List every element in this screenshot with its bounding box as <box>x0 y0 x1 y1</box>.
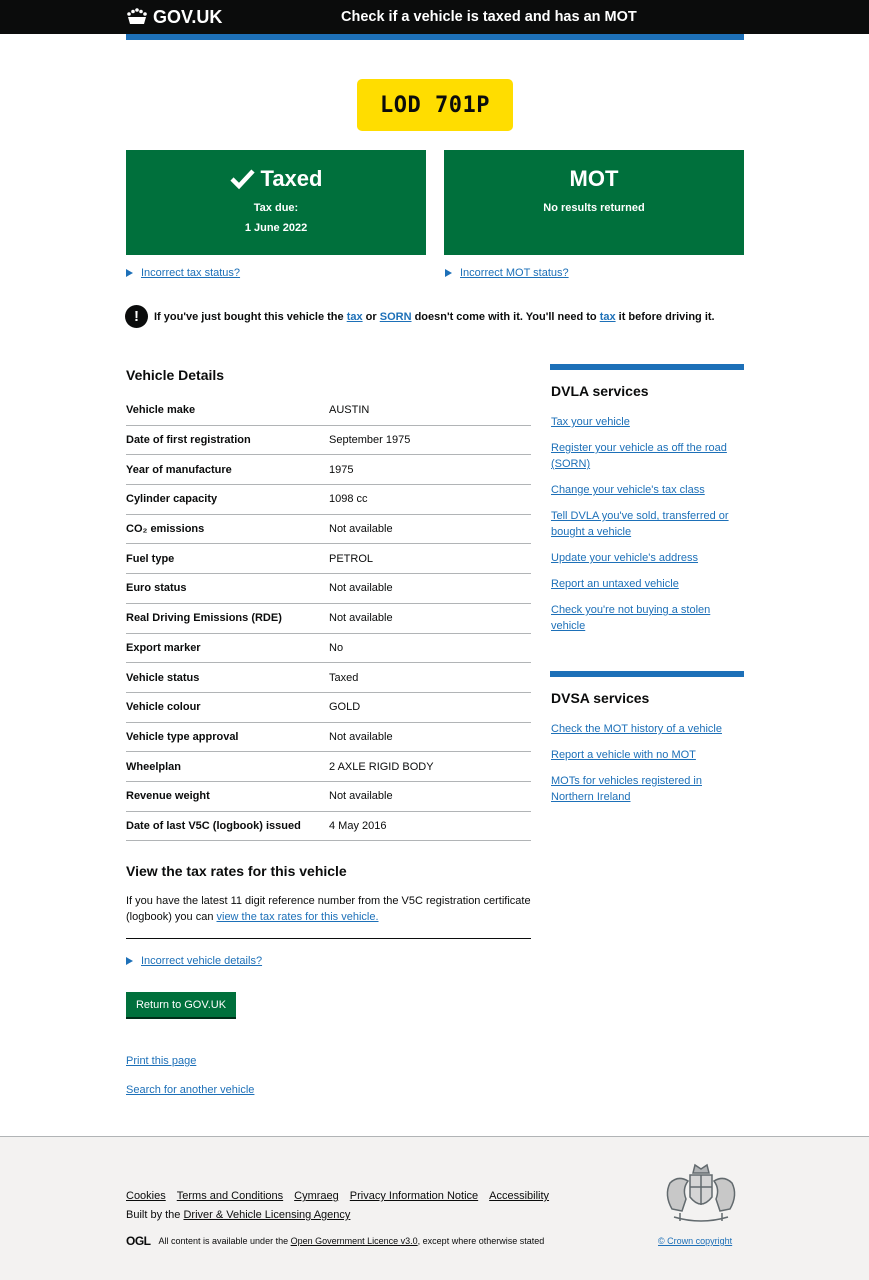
dvsa-sidebar-bar <box>550 671 744 677</box>
open-government-licence-link[interactable]: Open Government Licence v3.0 <box>290 1236 418 1246</box>
dvsa-service-link[interactable]: Check the MOT history of a vehicle <box>551 723 722 735</box>
vehicle-detail-value: GOLD <box>329 701 361 714</box>
dvla-service-link[interactable]: Update your vehicle's address <box>551 552 699 564</box>
tax-rates-heading: View the tax rates for this vehicle <box>126 863 347 879</box>
return-to-govuk-button[interactable]: Return to GOV.UK <box>126 992 236 1017</box>
royal-coat-of-arms-icon <box>660 1161 742 1229</box>
dvla-service-link[interactable]: Change your vehicle's tax class <box>551 484 705 496</box>
tax-due-date: 1 June 2022 <box>244 222 308 234</box>
govuk-logo-link[interactable] <box>126 6 222 28</box>
vehicle-detail-key: Year of manufacture <box>126 463 232 476</box>
tax-status-panel <box>126 150 426 255</box>
dvla-service-link[interactable]: Report an untaxed vehicle <box>551 578 679 590</box>
mot-result-text: No results returned <box>543 202 645 214</box>
vehicle-detail-row <box>126 455 531 485</box>
vehicle-detail-value: No <box>329 641 344 654</box>
site-footer <box>0 1136 869 1280</box>
vehicle-detail-key: Fuel type <box>126 552 175 565</box>
vehicle-detail-row <box>126 752 531 782</box>
vehicle-detail-value: PETROL <box>329 552 374 565</box>
vehicle-detail-key: CO₂ emissions <box>126 523 205 536</box>
vehicle-details-heading: Vehicle Details <box>126 367 225 383</box>
site-header <box>0 0 869 34</box>
expand-triangle-icon <box>445 269 452 277</box>
vehicle-detail-key: Euro status <box>126 582 187 595</box>
dvsa-service-item <box>551 773 745 805</box>
warning-text-part: or <box>362 310 380 323</box>
built-by-prefix: Built by the <box>126 1209 184 1221</box>
expand-triangle-icon <box>126 957 133 965</box>
footer-link[interactable]: Privacy Information Notice <box>349 1190 479 1202</box>
footer-link[interactable]: Terms and Conditions <box>176 1190 284 1202</box>
incorrect-tax-toggle[interactable] <box>126 266 240 280</box>
incorrect-mot-toggle[interactable] <box>445 266 569 280</box>
incorrect-vehicle-toggle[interactable] <box>126 954 262 968</box>
vehicle-detail-key: Vehicle make <box>126 404 196 417</box>
vehicle-detail-value: Taxed <box>329 671 359 684</box>
dvla-service-item <box>551 414 745 430</box>
vehicle-detail-row <box>126 634 531 664</box>
vehicle-detail-key: Date of first registration <box>126 434 251 447</box>
mot-status-title <box>444 166 744 192</box>
dvsa-service-item <box>551 747 745 763</box>
incorrect-vehicle-link[interactable]: Incorrect vehicle details? <box>141 955 263 967</box>
licence-row <box>126 1235 544 1247</box>
warning-text-part: it before driving it. <box>615 310 715 323</box>
dvsa-service-item <box>551 721 745 737</box>
footer-link[interactable]: Cymraeg <box>294 1190 339 1202</box>
vehicle-detail-value: 1975 <box>329 463 354 476</box>
vehicle-detail-row <box>126 723 531 753</box>
warning-tax-link-2[interactable]: tax <box>599 310 616 323</box>
vehicle-detail-value: 1098 cc <box>329 493 368 506</box>
dvla-sidebar-bar <box>550 364 744 370</box>
header-blue-bar <box>126 34 744 40</box>
vehicle-detail-value: 4 May 2016 <box>329 819 387 832</box>
dvla-service-link[interactable]: Tax your vehicle <box>551 416 630 428</box>
dvsa-services-list <box>551 721 745 815</box>
vehicle-detail-value: Not available <box>329 790 393 803</box>
dvsa-service-link[interactable]: MOTs for vehicles registered in Northern Ireland <box>551 775 702 803</box>
warning-text-part: doesn't come with it. You'll need to <box>411 310 600 323</box>
licence-prefix: All content is available under the <box>158 1236 291 1246</box>
warning-text <box>154 310 715 324</box>
vehicle-detail-row <box>126 396 531 426</box>
built-by-text <box>126 1208 350 1222</box>
vehicle-detail-row <box>126 693 531 723</box>
service-name-link[interactable]: Check if a vehicle is taxed and has an MOT <box>341 9 637 25</box>
warning-sorn-link[interactable]: SORN <box>379 310 412 323</box>
vehicle-detail-value: Not available <box>329 612 393 625</box>
tax-status-title <box>126 166 426 192</box>
exclamation-icon: ! <box>125 305 148 328</box>
footer-links <box>126 1189 549 1203</box>
vehicle-detail-value: 2 AXLE RIGID BODY <box>329 760 434 773</box>
crown-copyright-link[interactable]: © Crown copyright <box>658 1236 733 1246</box>
vehicle-detail-key: Cylinder capacity <box>126 493 218 506</box>
vehicle-detail-row <box>126 485 531 515</box>
vehicle-detail-value: Not available <box>329 730 393 743</box>
warning-text-part: If you've just bought this vehicle the <box>154 310 347 323</box>
registration-plate: LOD 701P <box>357 79 513 131</box>
dvla-service-link[interactable]: Tell DVLA you've sold, transferred or bought a vehicle <box>551 510 729 538</box>
tax-rates-link[interactable]: view the tax rates for this vehicle. <box>216 911 379 923</box>
search-another-vehicle-link[interactable]: Search for another vehicle <box>126 1084 255 1096</box>
incorrect-tax-link[interactable]: Incorrect tax status? <box>141 267 241 279</box>
dvla-service-item <box>551 550 745 566</box>
vehicle-detail-row <box>126 812 531 842</box>
tax-rates-description: If you have the latest 11 digit reference number from the V5C registration certificate (logbook) you can <box>126 895 531 923</box>
dvsa-services-heading: DVSA services <box>551 690 650 706</box>
vehicle-detail-key: Vehicle colour <box>126 701 201 714</box>
warning-tax-link[interactable]: tax <box>346 310 363 323</box>
vehicle-detail-key: Vehicle type approval <box>126 730 239 743</box>
licence-suffix: , except where otherwise stated <box>417 1236 545 1246</box>
dvla-service-item <box>551 508 745 540</box>
vehicle-detail-row <box>126 544 531 574</box>
expand-triangle-icon <box>126 269 133 277</box>
dvla-service-item <box>551 440 745 472</box>
dvla-service-item <box>551 482 745 498</box>
vehicle-detail-key: Export marker <box>126 641 201 654</box>
dvla-service-item <box>551 602 745 634</box>
tax-status-label: Taxed <box>260 166 323 191</box>
mot-status-panel <box>444 150 744 255</box>
ogl-logo: OGL <box>126 1234 151 1248</box>
vehicle-detail-row <box>126 782 531 812</box>
vehicle-detail-value: Not available <box>329 582 393 595</box>
logo-text: GOV.UK <box>153 7 223 27</box>
vehicle-details-list <box>126 396 531 841</box>
vehicle-detail-key: Real Driving Emissions (RDE) <box>126 612 282 625</box>
vehicle-detail-row <box>126 574 531 604</box>
vehicle-detail-row <box>126 663 531 693</box>
dvla-services-list <box>551 414 745 644</box>
print-page-link[interactable]: Print this page <box>126 1055 197 1067</box>
vehicle-detail-value: Not available <box>329 523 393 536</box>
dvla-service-link[interactable]: Register your vehicle as off the road (SORN) <box>551 442 727 470</box>
vehicle-detail-key: Revenue weight <box>126 790 210 803</box>
incorrect-mot-link[interactable]: Incorrect MOT status? <box>460 267 569 279</box>
footer-link[interactable]: Cookies <box>126 1190 166 1202</box>
dvla-services-heading: DVLA services <box>551 383 649 399</box>
dvla-service-link[interactable]: Check you're not buying a stolen vehicle <box>551 604 711 632</box>
vehicle-detail-row <box>126 426 531 456</box>
vehicle-detail-value: AUSTIN <box>329 404 370 417</box>
vehicle-detail-row <box>126 604 531 634</box>
vehicle-detail-key: Date of last V5C (logbook) issued <box>126 819 301 832</box>
section-divider <box>126 938 531 939</box>
crown-icon <box>126 8 148 26</box>
dvsa-service-link[interactable]: Report a vehicle with no MOT <box>551 749 696 761</box>
tax-due-label: Tax due: <box>253 202 299 214</box>
vehicle-detail-row <box>126 515 531 545</box>
tax-rates-text <box>126 893 531 925</box>
mot-status-label: MOT <box>569 166 619 191</box>
vehicle-detail-key: Vehicle status <box>126 671 200 684</box>
tick-icon <box>230 168 255 190</box>
vehicle-detail-key: Wheelplan <box>126 760 182 773</box>
dvla-service-item <box>551 576 745 592</box>
dvla-link[interactable]: Driver & Vehicle Licensing Agency <box>183 1209 351 1221</box>
ownership-warning <box>125 305 715 328</box>
vehicle-detail-value: September 1975 <box>329 434 411 447</box>
licence-text <box>159 1235 545 1247</box>
footer-link[interactable]: Accessibility <box>489 1190 550 1202</box>
